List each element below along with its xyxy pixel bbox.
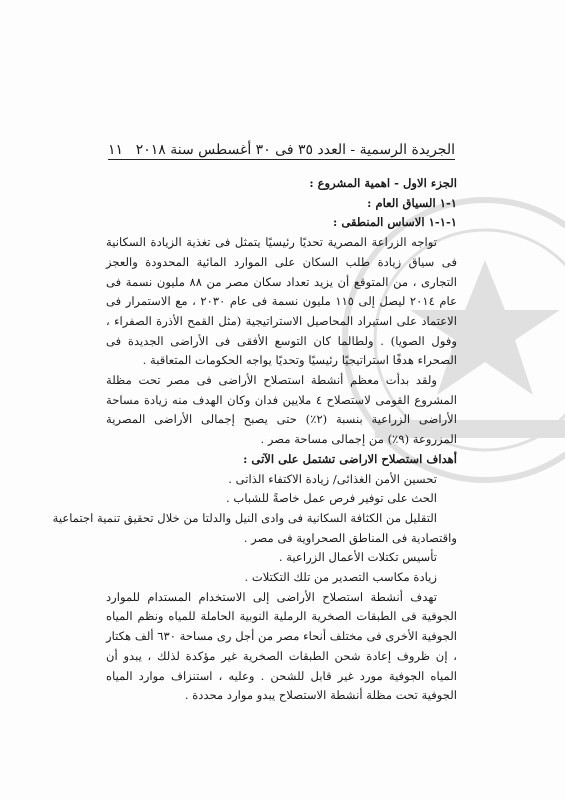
gazette-header-title: الجريدة الرسمية - العدد ٣٥ فى ٣٠ أغسطس سنة ٢٠١٨ [135,142,455,158]
subsection-heading: ١-١-١ الاساس المنطقى : [333,215,457,230]
section-heading: ١-١ السياق العام : [367,195,457,210]
goal-item: تأسيس تكتلات الأعمال الزراعية . [278,550,437,565]
goal-item: الحث على توفير فرص عمل خاصةً للشباب . [226,491,437,506]
document-body [52,174,458,706]
part-heading: الجزء الاول - اهمية المشروع : [309,176,457,190]
paragraph-groundwater: تهدف أنشطة استصلاح الأراضى إلى الاستخدام المستدام للموارد الجوفية فى الطبقات الصخرية الرملية النوبية الحاملة للمياه ونظم المياه الجوفية الأخرى فى مختلف أنحاء مصر من أجل رى مساحة ٦٣٠ ألف هكتار ، إن ظروف إعادة شحن الطبقات الصخرية غير مؤكدة لذلك ، يبدو أن المياه الجوفية مورد غير قابل للشحن . وعليه ، استنزاف موارد المياه الجوفية تحت مظلة أنشطة الاستصلاح يبدو موارد محددة . [106,589,458,703]
goal-item: تحسين الأمن الغذائى/ زيادة الاكتفاء الذاتى . [228,471,437,486]
paragraph-rationale: تواجه الزراعة المصرية تحديًا رئيسيًا يتمثل فى تغذية الزيادة السكانية فى سياق زيادة طلب السكان على الموارد المائية المحدودة والعجز التجارى ، من المتوقع أن يزيد تعداد سكان مصر من ٨٨ مليون نسمة فى عام ٢٠١٤ ليصل إلى ١١٥ مليون نسمة فى عام ٢٠٣٠ ، مع الاستمرار فى الاعتماد على استيراد المحاصيل الاستراتيجية (مثل القمح الأذرة الصفراء ، وفول الصويا) . ولطالما كان التوسع الأفقى فى الأراضى الجديدة فى الصحراء هدفًا استراتيجيًا رئيسيًا وتحديًا يواجه الحكومات المتعاقبة . [106,235,457,368]
paragraph-land-reclamation: ولقد بدأت معظم أنشطة استصلاح الأراضى فى مصر تحت مظلة المشروع القومى لاستصلاح ٤ ملايين فدان وكان الهدف منه زيادة مساحة الأراضى الزراعية بنسبة (٢٪) حتى يصبح إجمالى الأراضى المصرية المزروعة (٩٪) من إجمالى مساحة مصر . [106,373,458,447]
header-divider [108,159,455,160]
goal-item: زيادة مكاسب التصدير من تلك التكتلات . [244,570,437,585]
goals-heading: أهداف استصلاح الاراضى تشتمل على الآتى : [243,451,457,466]
goal-item: التقليل من الكثافة السكانية فى وادى النيل والدلتا من خلال تحقيق تنمية اجتماعية [52,510,437,525]
goal-item-continuation: واقتصادية فى المناطق الصحراوية فى مصر . [243,530,457,545]
page-header [108,136,455,158]
page-number: ١١ [108,142,124,158]
